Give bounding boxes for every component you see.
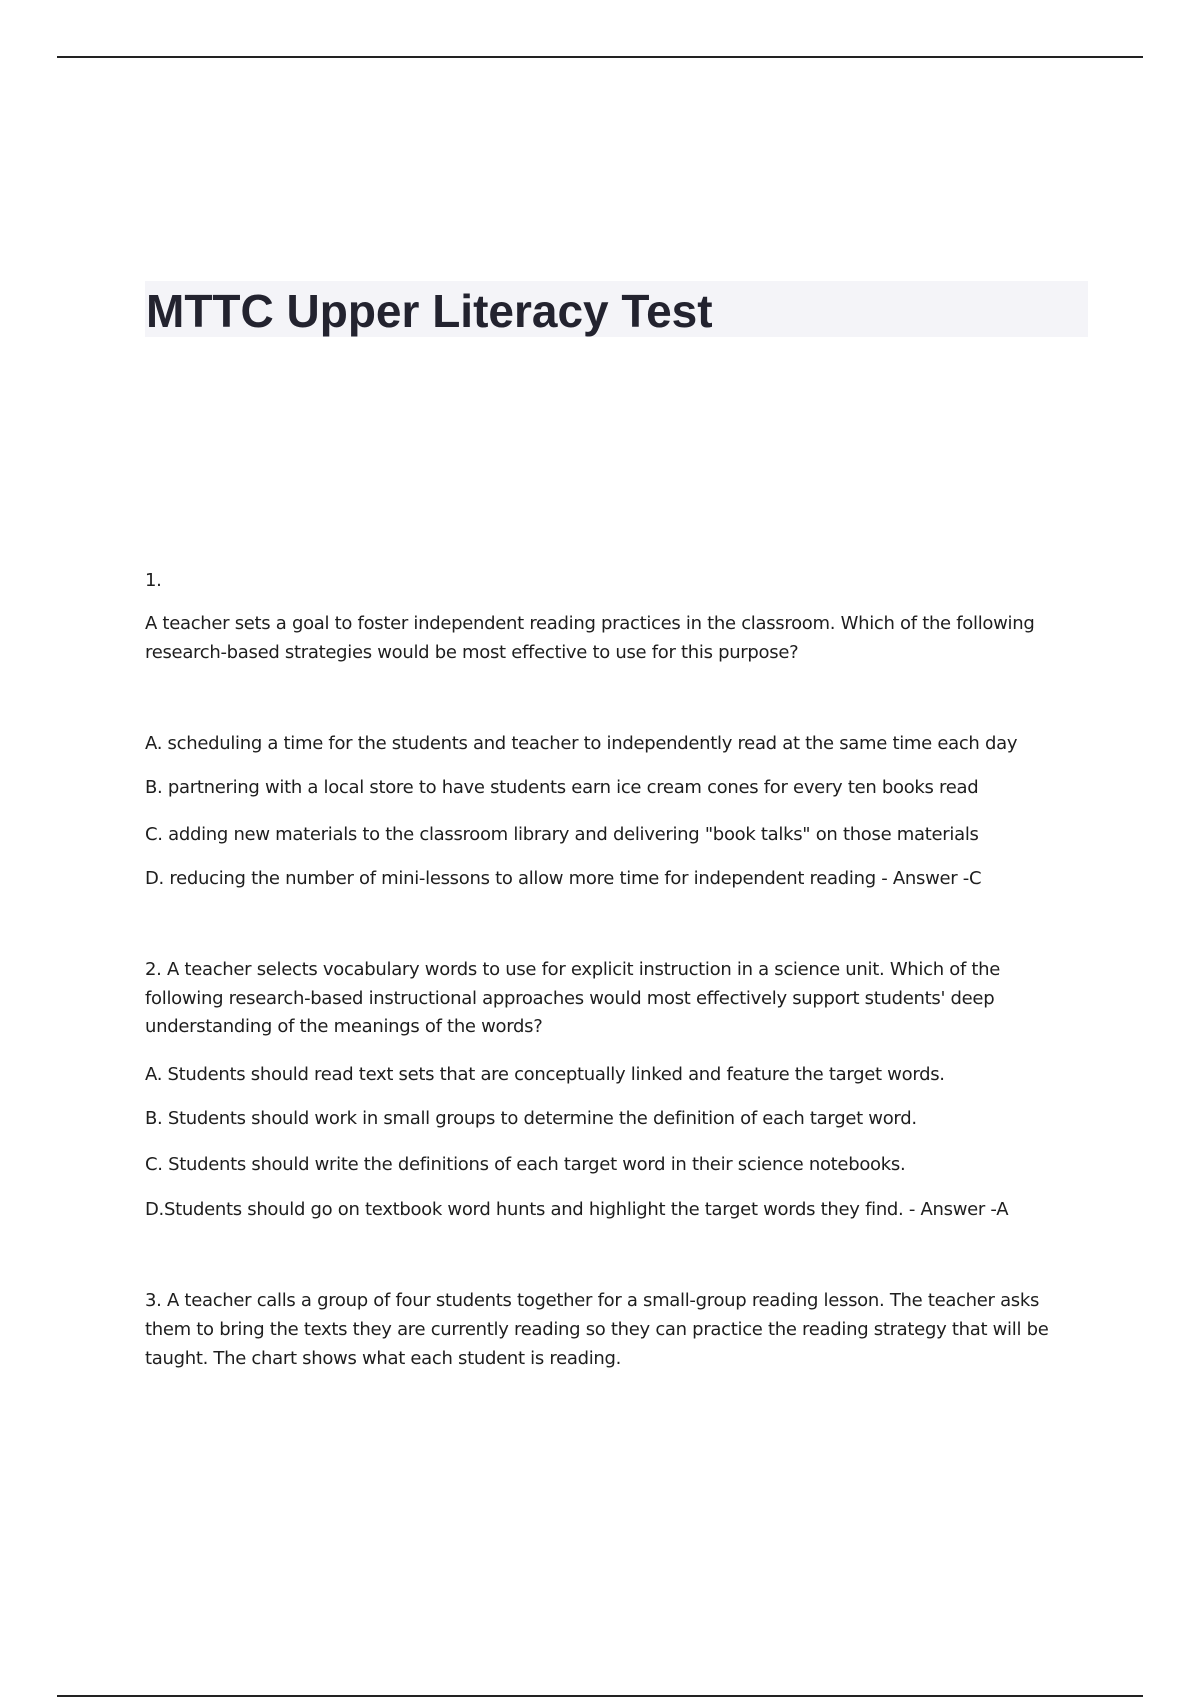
question-2-stem-line-2: following research-based instructional approaches would most effectively support students' deep	[145, 988, 995, 1009]
question-1-option-c: C. adding new materials to the classroom library and delivering "book talks" on those materials	[145, 824, 979, 845]
question-1-option-b: B. partnering with a local store to have students earn ice cream cones for every ten books read	[145, 777, 979, 798]
question-3-stem-line-1: 3. A teacher calls a group of four students together for a small-group reading lesson. The teacher asks	[145, 1290, 1040, 1311]
footer-rule	[57, 1695, 1143, 1697]
question-2-option-a: A. Students should read text sets that are conceptually linked and feature the target words.	[145, 1064, 945, 1085]
question-3-stem-line-3: taught. The chart shows what each student is reading.	[145, 1348, 622, 1369]
question-2-option-d: D.Students should go on textbook word hunts and highlight the target words they find. - Answer -A	[145, 1199, 1009, 1220]
question-2-option-b: B. Students should work in small groups to determine the definition of each target word.	[145, 1108, 917, 1129]
question-3-stem-line-2: them to bring the texts they are currently reading so they can practice the reading strategy that will be	[145, 1319, 1049, 1340]
question-1-stem-line-2: research-based strategies would be most effective to use for this purpose?	[145, 642, 799, 663]
question-2-option-c: C. Students should write the definitions of each target word in their science notebooks.	[145, 1154, 906, 1175]
header-rule	[57, 56, 1143, 58]
question-2-stem-line-1: 2. A teacher selects vocabulary words to use for explicit instruction in a science unit. Which of the	[145, 959, 1001, 980]
question-1-number: 1.	[145, 570, 162, 591]
question-2-stem-line-3: understanding of the meanings of the words?	[145, 1016, 543, 1037]
question-1-option-d: D. reducing the number of mini-lessons to allow more time for independent reading - Answer -C	[145, 868, 982, 889]
question-1-option-a: A. scheduling a time for the students and teacher to independently read at the same time each day	[145, 733, 1018, 754]
question-1-stem-line-1: A teacher sets a goal to foster independent reading practices in the classroom. Which of the following	[145, 613, 1035, 634]
document-title: MTTC Upper Literacy Test	[146, 285, 713, 337]
